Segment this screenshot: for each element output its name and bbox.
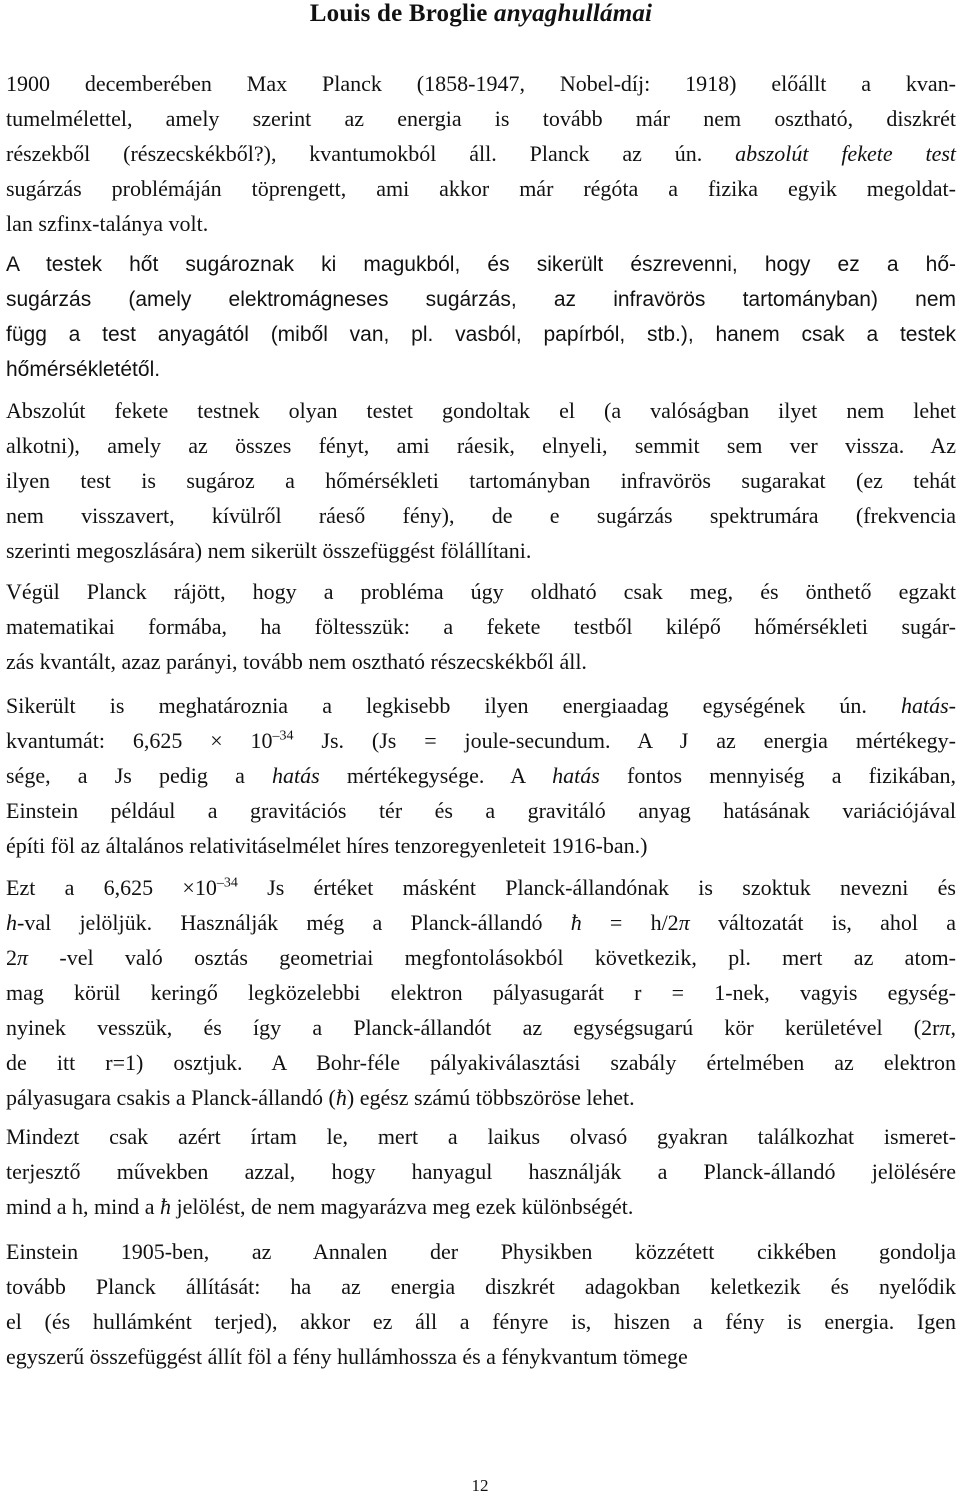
text-run: A testek hőt sugároznak ki magukból, és sikerült észrevenni, hogy ez a hő- xyxy=(6,253,956,276)
text-line xyxy=(6,463,956,498)
italic-text: hatás xyxy=(272,763,320,788)
text-run: Einstein 1905-ben, az Annalen der Physikben közzétett cikkében gondolja xyxy=(6,1239,956,1264)
text-line xyxy=(6,428,956,463)
text-run: pályasugara csakis a Planck-állandó ( xyxy=(6,1085,336,1110)
text-line xyxy=(6,609,956,644)
italic-text: ħ xyxy=(570,910,582,935)
text-line xyxy=(6,101,956,136)
text-run: Sikerült is meghatároznia a legkisebb ilyen energiaadag egységének ún. xyxy=(6,693,901,718)
text-line xyxy=(6,1189,956,1224)
text-line xyxy=(6,1304,956,1339)
text-line xyxy=(6,793,956,828)
text-line xyxy=(6,870,956,905)
text-line xyxy=(6,975,956,1010)
text-line xyxy=(6,66,956,101)
text-run: matematikai formába, ha föltesszük: a fekete testből kilépő hőmérsékleti sugár- xyxy=(6,614,956,639)
text-line xyxy=(6,247,956,282)
text-line xyxy=(6,171,956,206)
text-line xyxy=(6,1154,956,1189)
text-run: sugárzás (amely elektromágneses sugárzás, az infravörös tartományban) nem xyxy=(6,288,956,311)
title-text: Louis de Broglie xyxy=(309,0,494,27)
paragraph xyxy=(6,393,956,568)
text-line xyxy=(6,723,956,758)
text-run: Mindezt csak azért írtam le, mert a laikus olvasó gyakran találkozhat ismeret- xyxy=(6,1124,956,1149)
page-number: 12 xyxy=(471,1476,489,1495)
document-title xyxy=(6,0,956,28)
text-run: sugárzás problémáján töprengett, ami akkor már régóta a fizika egyik megoldat- xyxy=(6,176,956,201)
text-line xyxy=(6,317,956,352)
text-run: -val jelöljük. Használják még a Planck-állandó xyxy=(17,910,571,935)
text-run: hőmérsékletétől. xyxy=(6,358,161,381)
italic-text: hatás- xyxy=(901,693,956,718)
paragraph xyxy=(6,66,956,241)
text-run: Js értéket másként Planck-állandónak is szoktuk nevezni és xyxy=(237,875,956,900)
text-line xyxy=(6,136,956,171)
text-run: kvantumát: 6,625 × 10 xyxy=(6,728,273,753)
text-line xyxy=(6,352,956,387)
paragraph xyxy=(6,247,956,387)
text-run: változatát is, ahol a xyxy=(689,910,956,935)
text-run: jelölést, de nem magyarázva meg ezek különbségét. xyxy=(170,1194,634,1219)
text-run: de itt r=1) osztjuk. A Bohr-féle pályakiválasztási szabály értelmében az elektron xyxy=(6,1050,956,1075)
text-line xyxy=(6,940,956,975)
italic-text: hatás xyxy=(552,763,600,788)
text-run: építi föl az általános relativitáselmélet híres tenzoregyenleteit 1916-ban.) xyxy=(6,833,648,858)
text-line xyxy=(6,533,956,568)
text-run: Abszolút fekete testnek olyan testet gondoltak el (a valóságban ilyet nem lehet xyxy=(6,398,956,423)
text-run: fontos mennyiség a fizikában, xyxy=(599,763,956,788)
italic-text: abszolút fekete test xyxy=(735,141,957,166)
text-run: sége, a Js pedig a xyxy=(6,763,273,788)
text-run: mértékegysége. A xyxy=(319,763,553,788)
text-run: 2 xyxy=(6,945,17,970)
text-run: = h/2 xyxy=(581,910,679,935)
text-line xyxy=(6,1269,956,1304)
text-run: ilyen test is sugároz a hőmérsékleti tartományban infravörös sugarakat (ez tehát xyxy=(6,468,956,493)
paragraph xyxy=(6,1119,956,1224)
text-run: alkotni), amely az összes fényt, ami ráesik, elnyeli, semmit sem ver vissza. Az xyxy=(6,433,956,458)
text-line xyxy=(6,1339,956,1374)
title-italic-text: anyaghullámai xyxy=(494,0,653,27)
italic-text: π xyxy=(678,910,690,935)
text-line xyxy=(6,828,956,863)
text-line xyxy=(6,393,956,428)
text-run: zás kvantált, azaz parányi, tovább nem osztható részecskékből áll. xyxy=(6,649,587,674)
text-run: nyinek vesszük, és így a Planck-állandót az egységsugarú kör kerületével (2r xyxy=(6,1015,940,1040)
text-run: Végül Planck rájött, hogy a probléma úgy oldható csak meg, és önthető egzakt xyxy=(6,579,956,604)
text-run: mind a h, mind a xyxy=(6,1194,160,1219)
text-line xyxy=(6,1010,956,1045)
italic-text: ħ xyxy=(159,1194,171,1219)
text-run: Js. (Js = joule-secundum. A J az energia mértékegy- xyxy=(293,728,956,753)
text-run: részekből (részecskékből?), kvantumokból áll. Planck az ún. xyxy=(6,141,736,166)
paragraph xyxy=(6,574,956,679)
text-run: tumelmélettel, amely szerint az energia is tovább már nem osztható, diszkrét xyxy=(6,106,956,131)
text-run: tovább Planck állítását: ha az energia diszkrét adagokban keletkezik és nyelődik xyxy=(6,1274,956,1299)
italic-text: h xyxy=(6,910,17,935)
exponent: –34 xyxy=(272,728,294,744)
text-run: , xyxy=(950,1015,956,1040)
text-run: 1900 decemberében Max Planck (1858-1947, Nobel-díj: 1918) előállt a kvan- xyxy=(6,71,956,96)
exponent: –34 xyxy=(216,875,238,891)
paragraph xyxy=(6,688,956,863)
text-run: szerinti megoszlására) nem sikerült összefüggést fölállítani. xyxy=(6,538,532,563)
text-line xyxy=(6,1119,956,1154)
italic-text: π xyxy=(17,945,29,970)
text-run: függ a test anyagától (miből van, pl. vasból, papírból, stb.), hanem csak a testek xyxy=(6,323,956,346)
text-run: Ezt a 6,625 ×10 xyxy=(6,875,217,900)
text-line xyxy=(6,758,956,793)
text-line xyxy=(6,1045,956,1080)
text-line xyxy=(6,1234,956,1269)
italic-text: ħ xyxy=(335,1085,347,1110)
text-run: ) egész számú többszöröse lehet. xyxy=(346,1085,635,1110)
paragraph xyxy=(6,1234,956,1374)
text-run: Einstein például a gravitációs tér és a gravitáló anyag hatásának variációjával xyxy=(6,798,956,823)
text-line xyxy=(6,574,956,609)
text-line xyxy=(6,688,956,723)
text-line xyxy=(6,644,956,679)
text-run: lan szfinx-talánya volt. xyxy=(6,211,209,236)
text-run: terjesztő művekben azzal, hogy hanyagul használják a Planck-állandó jelölésére xyxy=(6,1159,956,1184)
paragraph xyxy=(6,870,956,1115)
text-line xyxy=(6,206,956,241)
text-run: egyszerű összefüggést állít föl a fény hullámhossza és a fénykvantum tömege xyxy=(6,1344,688,1369)
text-line xyxy=(6,282,956,317)
text-run: -vel való osztás geometriai megfontolásokból következik, pl. mert az atom- xyxy=(28,945,956,970)
text-run: el (és hullámként terjed), akkor ez áll a fényre is, hiszen a fény is energia. Igen xyxy=(6,1309,956,1334)
text-run: mag körül keringő legközelebbi elektron pályasugarát r = 1-nek, vagyis egység- xyxy=(6,980,956,1005)
text-line xyxy=(6,1080,956,1115)
text-run: nem visszavert, kívülről ráeső fény), de e sugárzás spektrumára (frekvencia xyxy=(6,503,956,528)
text-line xyxy=(6,905,956,940)
italic-text: π xyxy=(939,1015,951,1040)
text-line xyxy=(6,498,956,533)
